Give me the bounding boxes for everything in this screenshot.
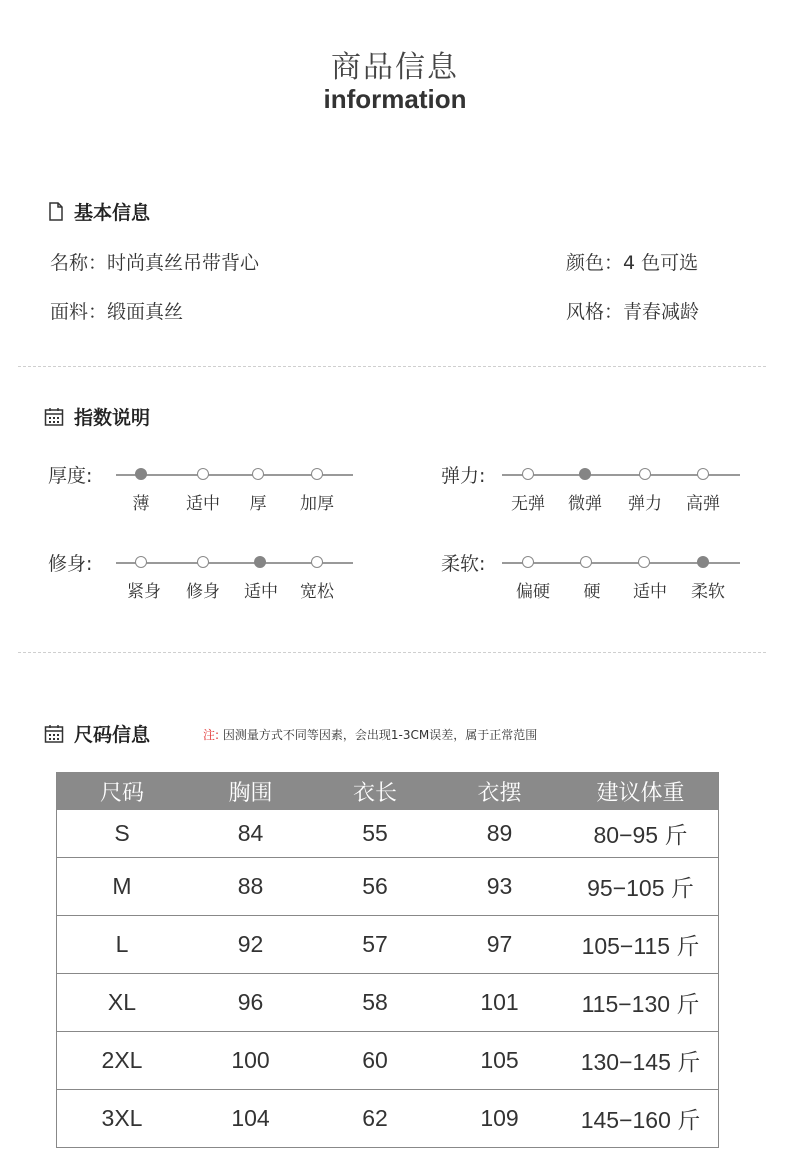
page-title-en: information: [323, 84, 467, 114]
scale-dot: [638, 556, 650, 568]
table-cell: XL: [57, 974, 188, 1032]
scale-option: 厚: [249, 494, 267, 514]
table-row: [57, 1032, 719, 1090]
table-cell: 115−130 斤: [563, 974, 719, 1032]
scale-option: 修身: [186, 582, 220, 602]
table-cell: 105: [436, 1032, 563, 1090]
divider: [18, 366, 766, 367]
product-color: 颜色：4 色可选: [566, 252, 699, 274]
scale-dot: [697, 556, 709, 568]
table-cell: 100: [187, 1032, 314, 1090]
elasticity-label: 弹力:: [441, 465, 486, 487]
scale-dot: [579, 468, 591, 480]
scale-dot: [639, 468, 651, 480]
scale-option: 适中: [244, 582, 278, 602]
size-table: [56, 772, 719, 1148]
table-cell: 58: [314, 974, 436, 1032]
calendar-icon: [44, 407, 64, 426]
fit-label: 修身:: [48, 553, 93, 575]
document-icon: [48, 202, 64, 221]
scale-dot: [522, 556, 534, 568]
scale-option: 适中: [186, 494, 220, 514]
scale-option: 宽松: [300, 582, 334, 602]
table-cell: 55: [314, 810, 436, 858]
table-cell: 56: [314, 858, 436, 916]
table-cell: 145−160 斤: [563, 1090, 719, 1148]
table-cell: 92: [187, 916, 314, 974]
table-cell: 57: [314, 916, 436, 974]
table-cell: 95−105 斤: [563, 858, 719, 916]
page-title-cn: 商品信息: [331, 50, 459, 85]
scale-dot: [580, 556, 592, 568]
basic-info-heading: [48, 198, 150, 225]
product-name: 名称：时尚真丝吊带背心: [50, 252, 260, 274]
basic-info-title: 基本信息: [74, 202, 151, 224]
scale-option: 硬: [583, 582, 601, 602]
scale-option: 适中: [633, 582, 667, 602]
table-cell: 104: [187, 1090, 314, 1148]
table-cell: 101: [436, 974, 563, 1032]
column-header: 建议体重: [563, 772, 719, 810]
table-cell: 96: [187, 974, 314, 1032]
softness-label: 柔软:: [441, 553, 486, 575]
elasticity-scale: [0, 461, 790, 521]
table-cell: 97: [436, 916, 563, 974]
scale-option: 薄: [132, 494, 150, 514]
thickness-label: 厚度:: [48, 465, 93, 487]
scale-option: 柔软: [691, 582, 725, 602]
index-heading: [44, 403, 150, 430]
softness-scale: [0, 549, 790, 609]
table-cell: 105−115 斤: [563, 916, 719, 974]
table-cell: 62: [314, 1090, 436, 1148]
table-cell: 60: [314, 1032, 436, 1090]
product-fabric: 面料：缎面真丝: [50, 301, 184, 323]
scale-option: 紧身: [127, 582, 161, 602]
scale-dot: [522, 468, 534, 480]
table-cell: M: [57, 858, 188, 916]
table-header-row: [57, 772, 719, 810]
table-row: [57, 1090, 719, 1148]
size-heading: [44, 720, 150, 747]
scale-option: 微弹: [568, 494, 602, 514]
scale-option: 弹力: [628, 494, 662, 514]
table-cell: 109: [436, 1090, 563, 1148]
table-cell: 130−145 斤: [563, 1032, 719, 1090]
product-style: 风格：青春减龄: [566, 301, 700, 323]
scale-option: 加厚: [300, 494, 334, 514]
column-header: 胸围: [187, 772, 314, 810]
table-cell: 80−95 斤: [563, 810, 719, 858]
index-title: 指数说明: [74, 407, 151, 429]
column-header: 衣长: [314, 772, 436, 810]
divider: [18, 652, 766, 653]
table-row: [57, 858, 719, 916]
calendar-icon: [44, 724, 64, 743]
table-cell: S: [57, 810, 188, 858]
scale-option: 偏硬: [516, 582, 550, 602]
note-text: 因测量方式不同等因素，会出现1-3CM误差，属于正常范围: [222, 728, 538, 742]
table-row: [57, 974, 719, 1032]
table-cell: 89: [436, 810, 563, 858]
table-row: [57, 810, 719, 858]
scale-option: 高弹: [686, 494, 720, 514]
scale-dot: [697, 468, 709, 480]
table-cell: 88: [187, 858, 314, 916]
size-title: 尺码信息: [74, 724, 151, 746]
table-cell: L: [57, 916, 188, 974]
table-row: [57, 916, 719, 974]
table-cell: 93: [436, 858, 563, 916]
size-note: [203, 726, 537, 743]
scale-option: 无弹: [511, 494, 545, 514]
table-cell: 84: [187, 810, 314, 858]
table-cell: 3XL: [57, 1090, 188, 1148]
column-header: 尺码: [57, 772, 188, 810]
column-header: 衣摆: [436, 772, 563, 810]
note-prefix: 注:: [203, 728, 220, 742]
table-cell: 2XL: [57, 1032, 188, 1090]
